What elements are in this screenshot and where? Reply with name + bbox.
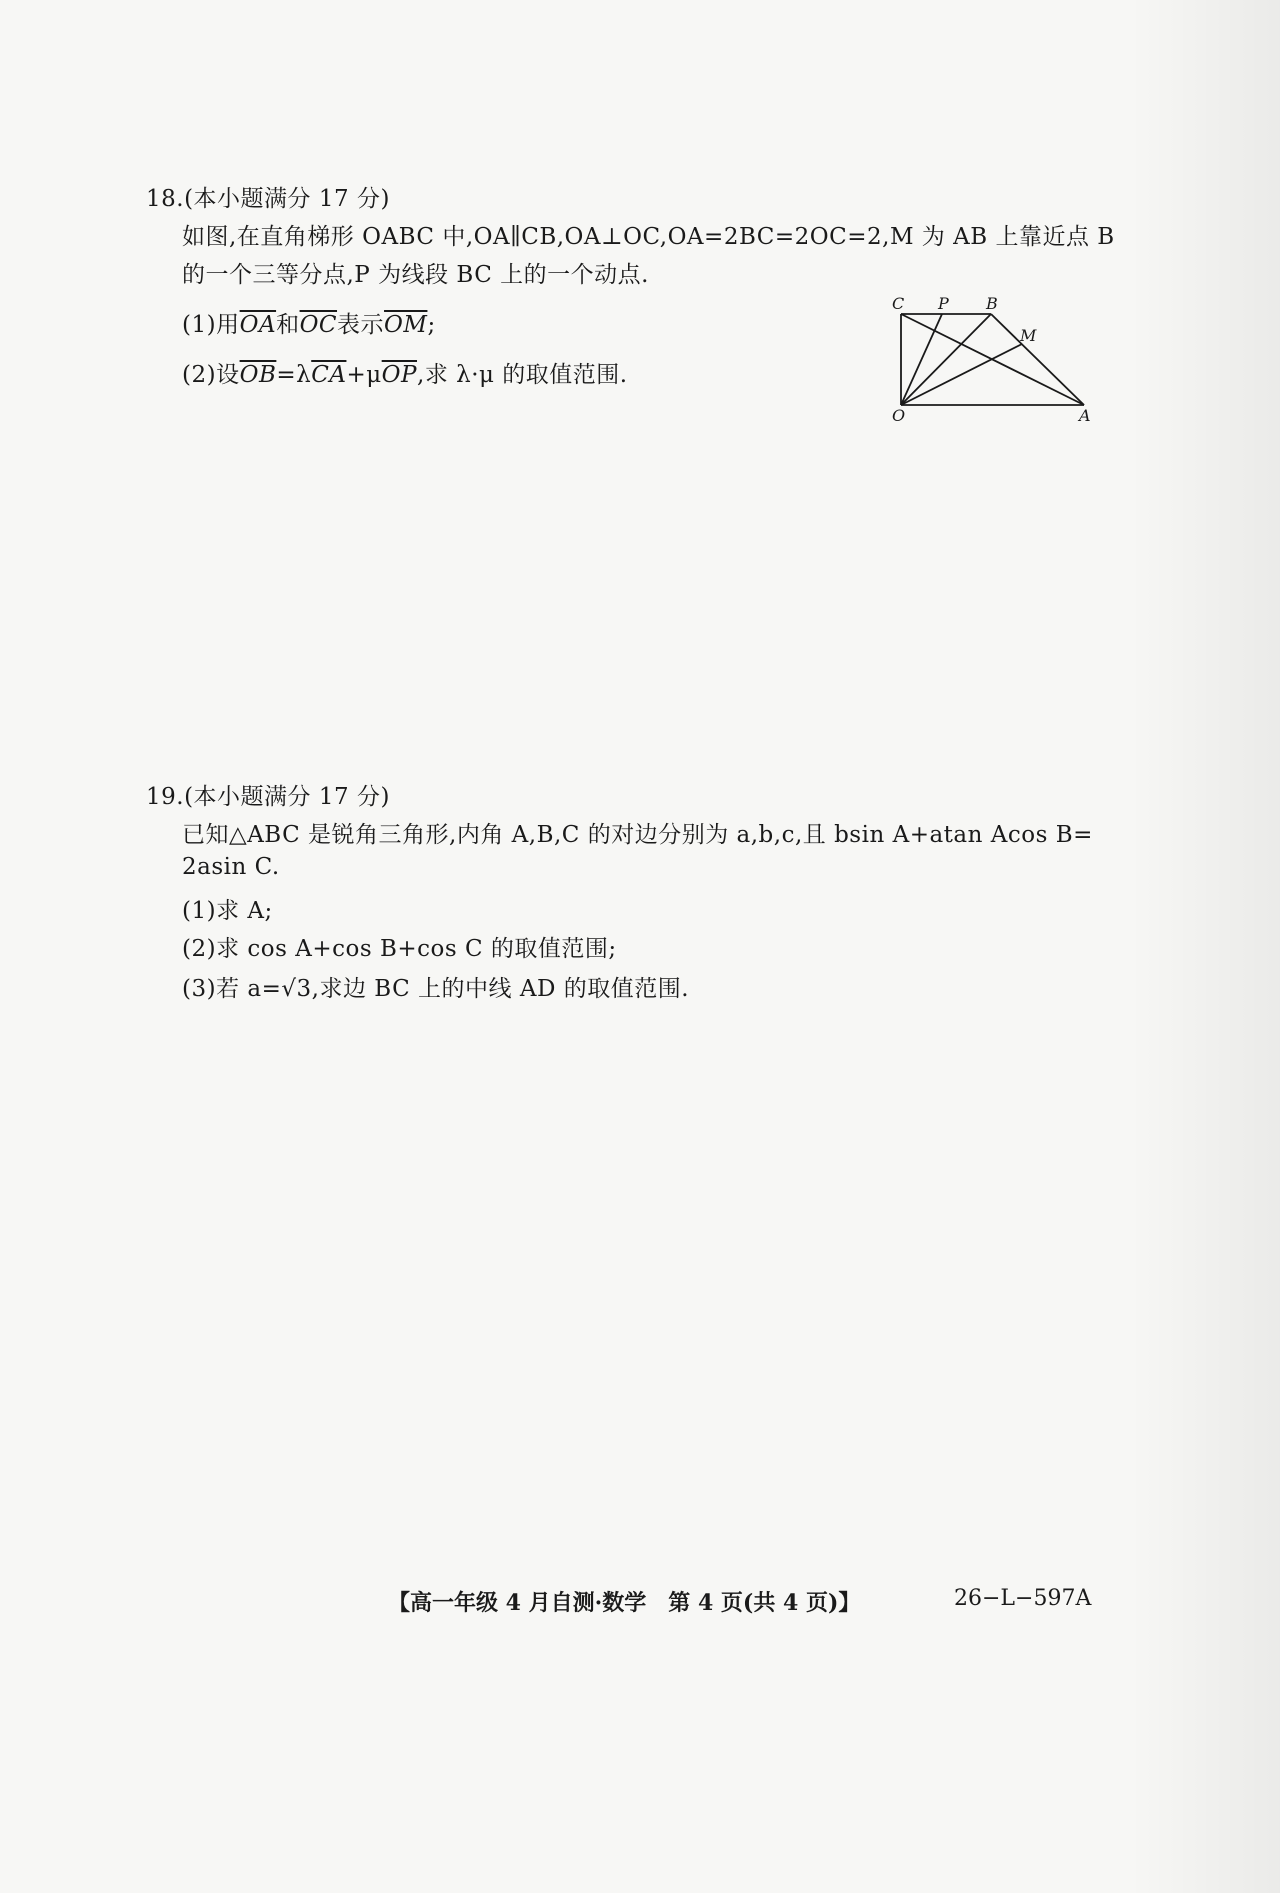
trapezoid-figure: [886, 292, 1096, 422]
segment-op: [901, 314, 942, 405]
vector-ob: $\overline{OB}$: [239, 362, 277, 388]
label-a: A: [1079, 406, 1091, 422]
scan-edge-shadow: [1130, 0, 1280, 1893]
q18-part1-suffix: ;: [427, 312, 436, 338]
label-o: O: [892, 406, 906, 422]
vector-op: $\overline{OP}$: [381, 362, 418, 388]
q19-text-line2: 2asin C.: [182, 854, 280, 880]
segment-ob: [901, 314, 991, 405]
q18-part2: [182, 356, 628, 389]
q18-part2-mid2: +μ: [346, 362, 382, 388]
q18-text-line2: 的一个三等分点,P 为线段 BC 上的一个动点.: [182, 262, 649, 288]
label-c: C: [892, 294, 905, 313]
q18-part2-suffix: ,求 λ·μ 的取值范围.: [417, 362, 628, 388]
footer-code: 26−L−597A: [954, 1586, 1092, 1611]
q18-header: 18.(本小题满分 17 分): [146, 186, 390, 212]
vector-oa: $\overline{OA}$: [239, 312, 277, 338]
vector-om: $\overline{OM}$: [384, 312, 428, 338]
q18-part1-prefix: (1)用: [182, 312, 240, 338]
label-b: B: [986, 294, 998, 313]
q19-header: 19.(本小题满分 17 分): [146, 784, 390, 810]
q18-part1-mid1: 和: [276, 312, 300, 338]
q18-part1-mid2: 表示: [337, 312, 385, 338]
label-m: M: [1020, 326, 1037, 345]
label-p: P: [938, 294, 949, 313]
segment-om: [901, 344, 1022, 405]
vector-oc: $\overline{OC}$: [299, 312, 338, 338]
footer-title: 【高一年级 4 月自测·数学 第 4 页(共 4 页)】: [388, 1590, 861, 1616]
q18-part1: [182, 306, 436, 339]
q19-part2: (2)求 cos A+cos B+cos C 的取值范围;: [182, 936, 617, 962]
q18-part2-mid1: =λ: [276, 362, 312, 388]
q18-part2-prefix: (2)设: [182, 362, 240, 388]
q18-text-line1: 如图,在直角梯形 OABC 中,OA∥CB,OA⊥OC,OA=2BC=2OC=2,M 为 AB 上靠近点 B: [182, 224, 1115, 250]
edge-ba: [991, 314, 1084, 405]
q19-part1: (1)求 A;: [182, 898, 273, 924]
q19-part3: (3)若 a=√3,求边 BC 上的中线 AD 的取值范围.: [182, 976, 690, 1002]
vector-ca: $\overline{CA}$: [311, 362, 347, 388]
q19-text-line1: 已知△ABC 是锐角三角形,内角 A,B,C 的对边分别为 a,b,c,且 bsin A+atan Acos B=: [182, 822, 1093, 848]
